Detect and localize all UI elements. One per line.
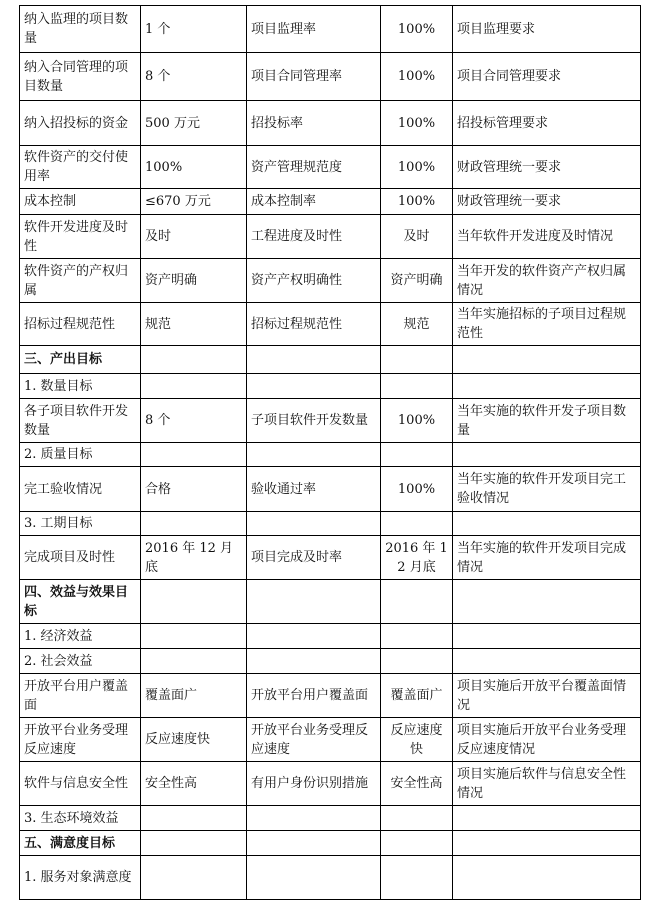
section-header-row — [20, 346, 641, 374]
metric-value-cell — [381, 443, 453, 467]
description-cell: 当年实施的软件开发项目完工验收情况 — [453, 467, 641, 512]
metric-value-cell: 及时 — [381, 215, 453, 259]
subsection-row — [20, 624, 641, 649]
table-body — [20, 6, 641, 900]
indicator-name-cell: 完成项目及时性 — [20, 536, 141, 580]
metric-cell: 工程进度及时性 — [247, 215, 381, 259]
description-cell — [453, 624, 641, 649]
metric-value-cell: 安全性高 — [381, 762, 453, 806]
indicator-name-cell: 纳入监理的项目数量 — [20, 6, 141, 53]
metric-value-cell: 100% — [381, 189, 453, 215]
subsection-row — [20, 374, 641, 399]
description-cell: 项目合同管理要求 — [453, 53, 641, 101]
indicator-name-cell: 开放平台业务受理反应速度 — [20, 718, 141, 762]
indicator-name-cell: 成本控制 — [20, 189, 141, 215]
table-row — [20, 189, 641, 215]
indicator-name-cell: 各子项目软件开发数量 — [20, 399, 141, 443]
target-value-cell: 8 个 — [141, 399, 247, 443]
indicator-name-cell: 软件开发进度及时性 — [20, 215, 141, 259]
target-value-cell — [141, 831, 247, 856]
target-value-cell: 2016 年 12 月底 — [141, 536, 247, 580]
description-cell: 财政管理统一要求 — [453, 189, 641, 215]
description-cell: 项目实施后开放平台覆盖面情况 — [453, 674, 641, 718]
metric-cell: 验收通过率 — [247, 467, 381, 512]
metric-cell: 项目监理率 — [247, 6, 381, 53]
indicator-name-cell: 招标过程规范性 — [20, 303, 141, 346]
metric-cell: 资产管理规范度 — [247, 146, 381, 189]
metric-value-cell — [381, 374, 453, 399]
description-cell: 当年实施招标的子项目过程规范性 — [453, 303, 641, 346]
metric-cell — [247, 831, 381, 856]
metric-value-cell: 资产明确 — [381, 259, 453, 303]
table-row — [20, 762, 641, 806]
indicator-name-cell: 1. 服务对象满意度 — [20, 856, 141, 900]
target-value-cell: 规范 — [141, 303, 247, 346]
table-row — [20, 674, 641, 718]
description-cell — [453, 580, 641, 624]
description-cell — [453, 806, 641, 831]
description-cell: 当年实施的软件开发项目完成情况 — [453, 536, 641, 580]
table-row — [20, 6, 641, 53]
metric-cell: 开放平台业务受理反应速度 — [247, 718, 381, 762]
target-value-cell — [141, 806, 247, 831]
indicator-name-cell: 1. 经济效益 — [20, 624, 141, 649]
description-cell: 项目实施后开放平台业务受理反应速度情况 — [453, 718, 641, 762]
metric-cell — [247, 346, 381, 374]
metric-cell — [247, 624, 381, 649]
metric-value-cell: 100% — [381, 146, 453, 189]
target-value-cell: 合格 — [141, 467, 247, 512]
target-value-cell — [141, 346, 247, 374]
metric-value-cell: 100% — [381, 6, 453, 53]
target-value-cell — [141, 649, 247, 674]
indicator-name-cell: 3. 工期目标 — [20, 512, 141, 536]
target-value-cell: 资产明确 — [141, 259, 247, 303]
indicator-name-cell: 开放平台用户覆盖面 — [20, 674, 141, 718]
metric-cell: 招标过程规范性 — [247, 303, 381, 346]
indicator-name-cell: 完工验收情况 — [20, 467, 141, 512]
metric-cell — [247, 374, 381, 399]
description-cell: 当年开发的软件资产产权归属情况 — [453, 259, 641, 303]
metric-cell — [247, 443, 381, 467]
table-row — [20, 399, 641, 443]
metric-cell — [247, 649, 381, 674]
metric-value-cell — [381, 806, 453, 831]
table-row — [20, 215, 641, 259]
indicator-name-cell: 1. 数量目标 — [20, 374, 141, 399]
target-value-cell: 500 万元 — [141, 101, 247, 146]
indicator-name-cell: 软件资产的产权归属 — [20, 259, 141, 303]
metric-value-cell — [381, 831, 453, 856]
target-value-cell: 8 个 — [141, 53, 247, 101]
target-value-cell — [141, 374, 247, 399]
indicator-name-cell: 软件资产的交付使用率 — [20, 146, 141, 189]
metric-value-cell — [381, 649, 453, 674]
description-cell — [453, 443, 641, 467]
indicator-name-cell: 五、满意度目标 — [20, 831, 141, 856]
indicator-name-cell: 纳入合同管理的项目数量 — [20, 53, 141, 101]
target-value-cell — [141, 443, 247, 467]
target-value-cell: ≤670 万元 — [141, 189, 247, 215]
metric-value-cell: 100% — [381, 399, 453, 443]
description-cell — [453, 831, 641, 856]
metric-value-cell: 100% — [381, 101, 453, 146]
metric-cell: 有用户身份识别措施 — [247, 762, 381, 806]
table-row — [20, 303, 641, 346]
target-value-cell: 100% — [141, 146, 247, 189]
table-row — [20, 146, 641, 189]
metric-value-cell: 规范 — [381, 303, 453, 346]
target-value-cell: 安全性高 — [141, 762, 247, 806]
metric-cell — [247, 856, 381, 900]
target-value-cell: 反应速度快 — [141, 718, 247, 762]
table-row — [20, 53, 641, 101]
indicator-name-cell: 软件与信息安全性 — [20, 762, 141, 806]
indicator-name-cell: 纳入招投标的资金 — [20, 101, 141, 146]
section-header-row — [20, 580, 641, 624]
table-row — [20, 259, 641, 303]
metric-value-cell: 100% — [381, 53, 453, 101]
target-value-cell — [141, 624, 247, 649]
target-value-cell — [141, 512, 247, 536]
table-row — [20, 718, 641, 762]
metric-cell: 子项目软件开发数量 — [247, 399, 381, 443]
metric-cell: 资产产权明确性 — [247, 259, 381, 303]
metric-value-cell — [381, 856, 453, 900]
target-value-cell: 及时 — [141, 215, 247, 259]
indicator-name-cell: 3. 生态环境效益 — [20, 806, 141, 831]
description-cell — [453, 512, 641, 536]
indicator-name-cell: 三、产出目标 — [20, 346, 141, 374]
metric-value-cell: 反应速度快 — [381, 718, 453, 762]
subsection-row — [20, 512, 641, 536]
target-value-cell: 1 个 — [141, 6, 247, 53]
metric-cell — [247, 806, 381, 831]
metric-cell: 招投标率 — [247, 101, 381, 146]
table-row — [20, 101, 641, 146]
metric-cell: 项目完成及时率 — [247, 536, 381, 580]
metric-cell: 开放平台用户覆盖面 — [247, 674, 381, 718]
indicator-name-cell: 四、效益与效果目标 — [20, 580, 141, 624]
subsection-row — [20, 443, 641, 467]
description-cell: 招投标管理要求 — [453, 101, 641, 146]
metric-cell: 成本控制率 — [247, 189, 381, 215]
metric-value-cell — [381, 346, 453, 374]
metric-value-cell — [381, 624, 453, 649]
metric-value-cell — [381, 580, 453, 624]
target-value-cell: 覆盖面广 — [141, 674, 247, 718]
description-cell: 财政管理统一要求 — [453, 146, 641, 189]
subsection-row — [20, 649, 641, 674]
metric-cell — [247, 512, 381, 536]
metric-value-cell — [381, 512, 453, 536]
metric-cell — [247, 580, 381, 624]
indicator-name-cell: 2. 质量目标 — [20, 443, 141, 467]
description-cell: 当年实施的软件开发子项目数量 — [453, 399, 641, 443]
target-value-cell — [141, 580, 247, 624]
subsection-row — [20, 856, 641, 900]
subsection-row — [20, 806, 641, 831]
description-cell: 项目监理要求 — [453, 6, 641, 53]
description-cell — [453, 856, 641, 900]
indicator-name-cell: 2. 社会效益 — [20, 649, 141, 674]
section-header-row — [20, 831, 641, 856]
table-row — [20, 536, 641, 580]
description-cell: 项目实施后软件与信息安全性情况 — [453, 762, 641, 806]
description-cell — [453, 346, 641, 374]
table-row — [20, 467, 641, 512]
description-cell: 当年软件开发进度及时情况 — [453, 215, 641, 259]
metric-value-cell: 覆盖面广 — [381, 674, 453, 718]
metric-value-cell: 100% — [381, 467, 453, 512]
performance-targets-table — [19, 5, 641, 900]
metric-cell: 项目合同管理率 — [247, 53, 381, 101]
metric-value-cell: 2016 年 12 月底 — [381, 536, 453, 580]
description-cell — [453, 374, 641, 399]
target-value-cell — [141, 856, 247, 900]
description-cell — [453, 649, 641, 674]
